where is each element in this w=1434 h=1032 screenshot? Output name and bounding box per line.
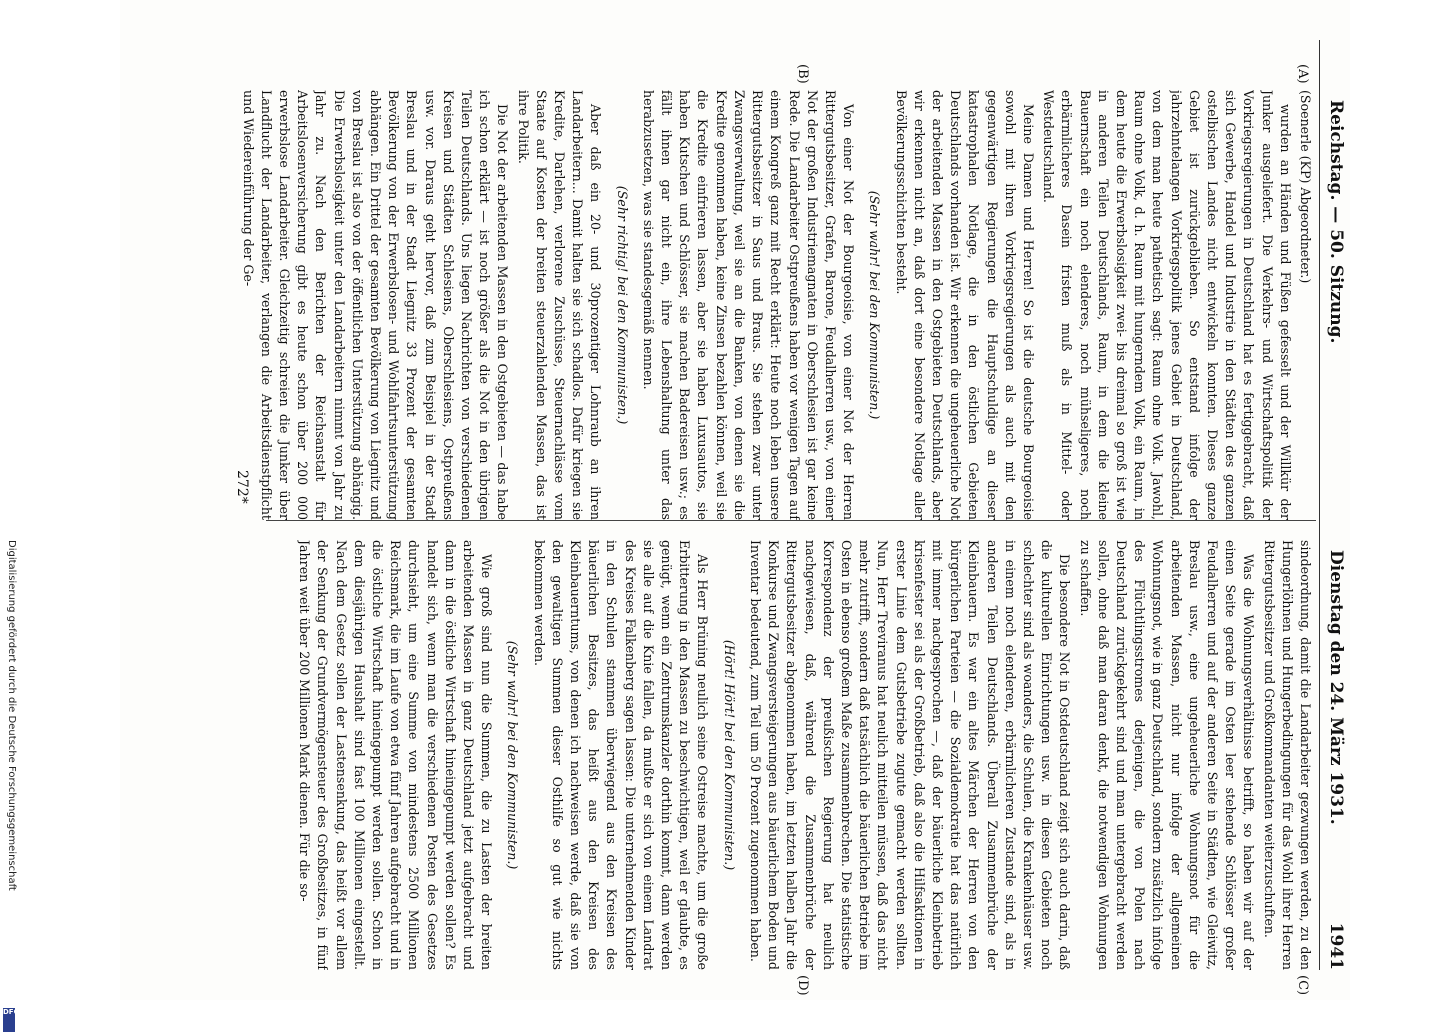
header-page-number: 1941 [1326,922,1346,970]
interjection: (Sehr wahr! bei den Kommunisten.) [505,640,521,870]
paragraph: Von einer Not der Bourgeoisie, von einer Not der Herren Rittergutsbesitzer, Grafen, Barone, Feudalherren usw., von einer Not der großen Industriemagnaten in Oberschlesien ist gar keine Rede. Die Landarbeiter Ostpreußens haben vor wenigen Tagen auf einem Kongreß ganz mit Recht erklärt: Heute noch leben unsere Rittergutsbesitzer in Saus und Braus. Sie stehen zwar unter Zwangsverwaltung, weil sie an die Banken, von denen sie die Kredite genommen haben, keine Zinsen bezahlen können, weil sie die Kredite einfrieren lassen, aber sie haben Luxusautos, sie haben Kutschen und Schlösser, sie machen Badereisen usw.; es fällt ihnen gar nicht ein, ihre Lebenshaltung unter das herabzusetzen, was sie standesgemäß nennen. [640,90,857,520]
paragraph: (Soenerle (KP) Abgeordneter.) [1298,90,1313,284]
interjection: (Sehr richtig! bei den Kommunisten.) [614,185,630,425]
interjection: (Hört! Hört! bei den Kommunisten.) [721,639,737,871]
paragraph: Als Herr Brüning neulich seine Ostreise machte, um die große Erbitterung in den Massen zu beschwichtigen, weil er glaubte, es genügt, wenn ein Zentrumskanzler dorthin kommt, dann werden sie alle auf die Knie fallen, da mußte er sich von einem Landrat des Kreises Falkenberg sagen lassen: Die unternehmenden Kinder in den Schulen stammen überwiegend aus den Kreisen des bäuerlichen Besitzes, das heißt aus den Kreisen des Kleinbauerntums, von denen ich nachweisen werde, daß sie von den gewaltigen Summen dieser Osthilfe so gut wie nichts bekommen werden. [531,540,711,970]
paragraph: Meine Damen und Herren! So ist die deutsche Bourgeoisie sowohl mit ihren Vorkriegsregierungen als auch mit den gegenwärtigen Regierungen die Hauptschuldige an dieser katastrophalen Notlage, die in den östlichen Gebieten Deutschlands vorhanden ist. Wir erkennen die ungeheuerliche Not der arbeitenden Massen in den Ostgebieten Deutschlands, aber wir erkennen nicht an, daß dort eine besondere Notlage aller Bevölkerungsschichten besteht. [893,90,1036,520]
left-column [214,90,1314,520]
paragraph: Was die Wohnungsverhältnisse betrifft, so haben wir auf der einen Seite gerade im Osten leer stehende Schlösser großer Feudalherren und auf der anderen Seite in Städten, wie Gleiwitz, Breslau usw., eine ungeheuerliche Wohnungsnot für die arbeitenden Massen, nicht nur infolge der allgemeinen Wohnungsnot, wie in ganz Deutschland, sondern zusätzlich infolge des Flüchtlingsstromes derjenigen, die von Polen nach Deutschland zurückgekehrt sind und man untergebracht werden sollen, ohne daß man daran denkt, die notwendigen Wohnungen zu schaffen. [1077,540,1257,970]
paragraph: Wie groß sind nun die Summen, die zu Lasten der breiten arbeitenden Massen in ganz Deutschland jetzt aufgebracht und dann in die östliche Wirtschaft hineingepumpt werden sollen? Es handelt sich, wenn man die verschiedenen Posten des Gesetzes durchsieht, um eine Summe von mindestens 2500 Millionen Reichsmark, die im Laufe von etwa fünf Jahren aufgebracht und in die östliche Wirtschaft hineingepumpt werden sollen. Schon in dem diesjährigen Haushalt sind fast 100 Millionen eingestellt. Nach dem Gesetz sollen der Lastensenkung, das heißt vor allem der Senkung der Grundvermögensteuer des Großbesitzes, in fünf Jahren weit über 200 Millionen Mark dienen. Für die so- [297,540,495,970]
marker-d: (D) [795,975,810,996]
paragraph: wurden an Händen und Füßen gefesselt und der Willkür der Junker ausgeliefert. Die Verkehrs- und Wirtschaftspolitik der Vorkriegsregierungen in Deutschland hat es fertiggebracht, daß sich Gewerbe, Handel und Industrie in den Städten des ganzen ostelbischen Landes nicht entwickeln konnten. Dieses ganze Gebiet ist zurückgeblieben. So entstand infolge der jahrzehntelangen Vorkriegspolitik jenes Gebiet in Deutschland, von dem man heute pathetisch sagt: Raum ohne Volk. Jawohl, Raum ohne Volk, d. h. Raum mit hungerndem Volk, ein Raum, in dem heute die Erwerbslosigkeit zwei- bis dreimal so groß ist wie in anderen Teilen Deutschlands, Raum, in dem die kleine Bauernschaft ein noch elenderes, noch mühseligeres, noch erbärmlicheres Dasein fristen muß als in Mittel- oder Westdeutschland. [1041,90,1293,520]
marker-a: (A) [1295,64,1310,84]
paragraph: Die besondere Not in Ostdeutschland zeigt sich auch darin, daß die kulturellen Einrichtungen usw. in diesen Gebieten noch schlechter sind als woanders, die Schulen, die Krankenhäuser usw. in einem noch elenderen, erbärmlicheren Zustande sind, als in anderen Teilen Deutschlands. Überall Zusammenbrüche der Kleinbauern. Es war ein altes Märchen der Herren von den bürgerlichen Parteien — die Sozialdemokratie hat das natürlich mit immer nachgesprochen —, daß der bäuerliche Kleinbetrieb krisenfester sei als der Großbetrieb, daß also die Hilfsaktionen in erster Linie dem Gutsbetriebe zugute gemacht werden sollten. Nun, Herr Treviranus hat neulich mitteilen müssen, daß das nicht mehr zutrifft, sondern daß tatsächlich die bäuerlichen Betriebe im Osten in ebenso großem Maße zusammenbrechen. Die statistische Korrespondenz der preußischen Regierung hat neulich nachgewiesen, daß, während die Zusammenbrüche der Rittergutsbesitzer abgenommen haben, im letzten halben Jahr die Konkurse und Zwangsversteigerungen aus bäuerlichem Boden und Inventar bedeutend, zum Teil um 50 Prozent zugenommen haben. [747,540,1073,970]
scanned-page [120,0,1350,1000]
marker-b: (B) [795,64,810,84]
right-column [214,540,1314,970]
digitization-note [1,540,20,1016]
paragraph: sindeordnung, damit die Landarbeiter gezwungen werden, zu den Hungerlöhnen und Hungerbedingungen für das Wohl ihrer Herren Rittergutsbesitzer und Großkommandanten weiterzuschuften. [1261,540,1313,970]
paragraph: Die Not der arbeitenden Massen in den Ostgebieten — das habe ich schon erklärt — ist noch größer als die Not in den übrigen Teilen Deutschlands. Uns liegen Nachrichten von verschiedenen Kreisen und Städten Schlesiens, Oberschlesiens, Ostpreußens usw. vor. Daraus geht hervor, daß zum Beispiel in der Stadt Breslau und in der Stadt Liegnitz 33 Prozent der gesamten Bevölkerung von der Erwerbslosen- und Wohlfahrtsunterstützung abhängen. Ein Drittel der gesamten Bevölkerung von Liegnitz und von Breslau ist also von der öffentlichen Unterstützung abhängig. Die Erwerbslosigkeit unter den Landarbeitern nimmt von Jahr zu Jahr zu. Nach den Berichten der Reichsanstalt für Arbeitslosenversicherung gibt es heute schon über 200 000 erwerbslose Landarbeiter. Gleichzeitig schreien die Junker über Landflucht der Landarbeiter, verlangen die Arbeitsdienstpflicht und Wiedereinführung der Ge- [240,90,511,520]
page-header [1322,30,1348,970]
header-session: Reichstag. — 50. Sitzung. [1326,100,1346,344]
interjection: (Sehr wahr! bei den Kommunisten.) [867,190,883,420]
marker-c: (C) [1295,975,1310,996]
header-rule [1319,40,1320,970]
column-divider [266,520,1316,521]
page-footer-number: 272* [234,470,250,504]
digitization-text: Digitalisierung gefördert durch die Deutsche Forschungsgemeinschaft [6,540,17,891]
header-date: Dienstag den 24. März 1931. [1326,550,1346,825]
dfg-logo: DFG [3,1008,15,1032]
paragraph: Aber daß ein 20- und 30prozentiger Lohnraub an ihren Landarbeitern... Damit halten sie sich schadlos. Dafür kriegen sie Kredite, Darlehen, verlorene Zuschüsse, Steuernachlässe vom Staate auf Kosten der breiten steuerzahlenden Massen, das ist ihre Politik. [515,90,604,520]
